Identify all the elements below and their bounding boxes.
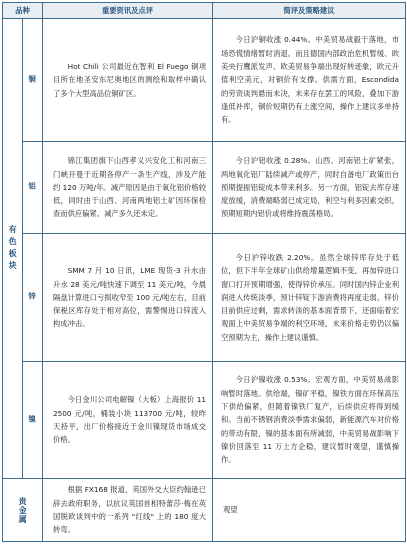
news-text: 今日金川公司电解镍（大板）上海报价 112500 元/吨，桶装小块 113700 元/吨，较昨天持平，出厂价格接近于金川镍现货市场成交价格。	[53, 395, 206, 445]
header-commentary: 简评及策略建议	[213, 3, 406, 19]
metal-label: 铜	[28, 74, 38, 86]
metal-label: 贵金属	[18, 496, 28, 524]
news-text: 根据 FX168 报道，英国外交大臣约翰逊已辞去政府职务，以抗议英国首相特蕾莎·梅在英国脱欧谈判中的一系列 "红线" 上的 180 度大转弯。	[53, 485, 206, 535]
commentary-text: 今日沪锌收跌 2.20%。虽然全球锌库存处于低位，但下半年全球矿山供给增量逻辑不变，再加锌进口窗口打开预期增强，使得锌价承压。同时国内锌企业利润进入传统淡季，预计锌锭下游消费将再度走弱。锌价目前供应过剩，需求转淡的基本面背景下，还面临着宏观面上中美贸易争端的利空环境，未来价格走势仍以偏空预期为主，操作上建议谨慎。	[221, 252, 399, 342]
table-row-nickel	[3, 362, 406, 479]
news-text: SMM 7 月 10 日讯，LME 现货-3 升水由升水 28 美元/吨快速下调至 11 美元/吨，今晨隔盘计算进口亏损收窄至 100 元/吨左右，目前保税区库存处于相对高位，需警惕进口锌流入构成冲击。	[53, 266, 206, 329]
news-cell-aluminum	[43, 142, 213, 234]
table-row-zinc	[3, 234, 406, 362]
metal-label: 镍	[28, 414, 38, 426]
table-row-aluminum	[3, 142, 406, 234]
commentary-cell-zinc	[213, 234, 406, 362]
metal-label: 锌	[28, 292, 38, 303]
commentary-cell-aluminum	[213, 142, 406, 234]
table-row-precious-metals	[3, 479, 406, 542]
metal-cell-nickel	[23, 362, 43, 479]
table-header-row	[3, 3, 406, 19]
metal-cell-copper	[23, 19, 43, 142]
commentary-text: 今日沪铜收涨 0.44%。中美贸易战毅于落地，市场恐慌情绪暂时消退。而且德国内部政治危机暂缓、欧美央行鹰派发声、欧美贸易争端出现好转迹象，欧元升值利空美元，对铜价有支撑。供需方面，Escondida 的劳资谈判悬而未决，未来存在罢工的风险，叠加下游逢低补库，铜价短期仍有上涨空间，操作上建议多单持有。	[221, 35, 399, 125]
header-news: 重要资讯及点评	[43, 3, 213, 19]
commentary-text: 今日沪铝收涨 0.28%。山西、河南铝土矿紧张，两地氧化铝厂陆续减产或停产，同时自备电厂政策出台预期提振铝锭成本带来利多。另一方面，铝锭去库存速度放缓，消费端略弱已成定局，利空与利多因素交织，预期短期内铝价或将维持震荡格局。	[221, 156, 399, 219]
commentary-text: 观望	[223, 505, 238, 515]
metal-cell-aluminum	[23, 142, 43, 234]
commentary-cell-precious	[213, 479, 406, 542]
news-cell-precious	[43, 479, 213, 542]
commentary-cell-copper	[213, 19, 406, 142]
commodity-report-table	[2, 2, 406, 542]
news-cell-zinc	[43, 234, 213, 362]
metal-cell-zinc	[23, 234, 43, 362]
group-cell	[3, 19, 23, 479]
group-label: 有色板块	[8, 224, 18, 273]
news-text: 锦江集团旗下山西孝义兴安化工和河南三门峡开曼于近期各停产一条生产线，涉及产能约 120 万吨/年。减产原因是由于氧化铝价格较低，同时由于山西、河南两地铝土矿因环保检查而供应偏紧。减产多久还未定。	[53, 156, 206, 219]
news-cell-copper	[43, 19, 213, 142]
news-text: Hot Chili 公司最近在智利 El Fuego 铜项目所在地圣安东尼奥地区的测绘和取样中确认了多个大型高品位铜矿区。	[53, 62, 206, 98]
news-cell-nickel	[43, 362, 213, 479]
table-row-copper	[3, 19, 406, 142]
commentary-text: 今日沪镍收涨 0.53%。宏观方面，中美贸易战影响暂时落地。供给端，镍矿平稳，镍铁方面在环保高压下供给偏紧，但随着镍铁厂复产，后续供应将得到缓和。当前不锈钢消费淡季需求偏弱，新能源汽车对价格的带动有限，镍的基本面有所减弱，中美贸易战影响下镍价回落至 11 万上方企稳，建议暂时观望，谨慎操作。	[221, 375, 399, 465]
commentary-cell-nickel	[213, 362, 406, 479]
header-category: 品种	[3, 3, 43, 19]
metal-label: 铝	[28, 182, 38, 193]
metal-cell-precious	[3, 479, 43, 542]
